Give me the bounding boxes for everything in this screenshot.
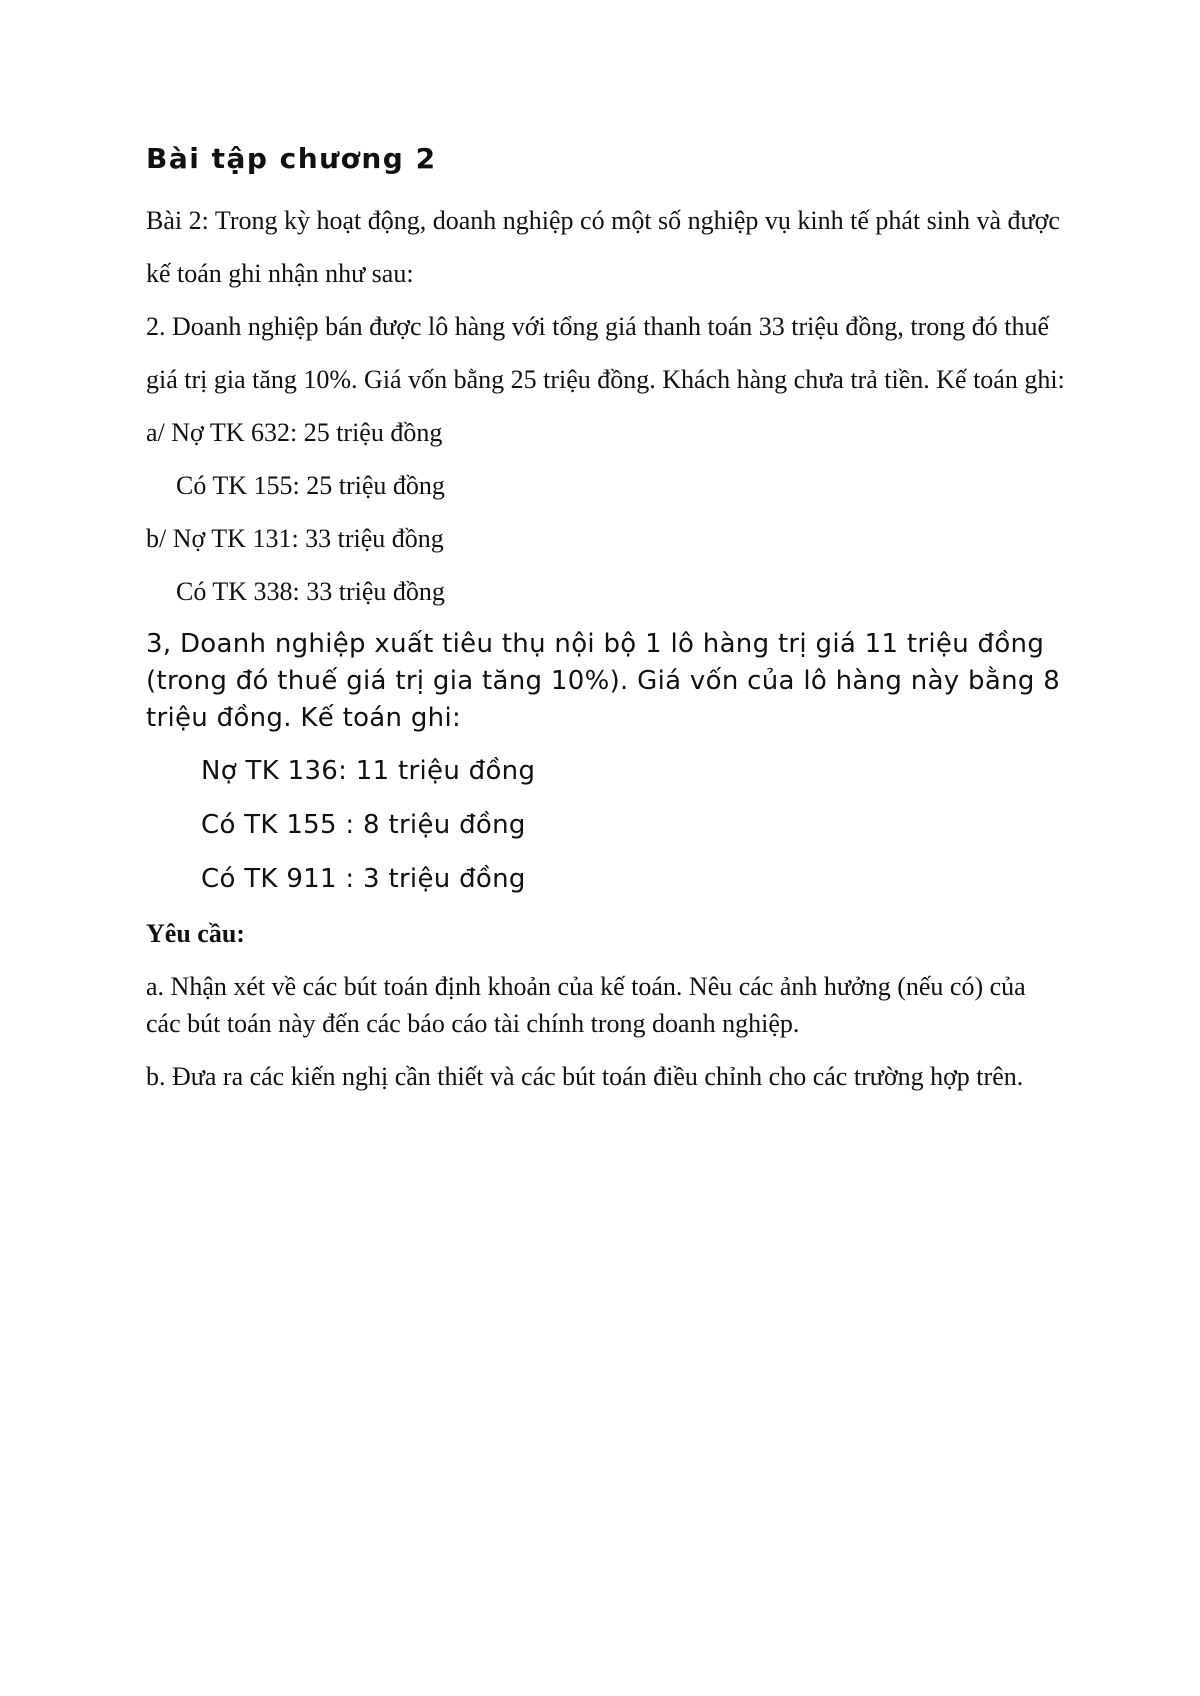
item-3-text: 3, Doanh nghiệp xuất tiêu thụ nội bộ 1 lô hàng trị giá 11 triệu đồng (trong đó thuế giá trị gia tăng 10%). Giá vốn của lô hàng này bằng 8 triệu đồng. Kế toán ghi: [146, 629, 1061, 733]
requirement-a: a. Nhận xét về các bút toán định khoản của kế toán. Nêu các ảnh hưởng (nếu có) của các bút toán này đến các báo cáo tài chính trong doanh nghiệp. [146, 972, 1026, 1038]
entry-a-debit: a/ Nợ TK 632: 25 triệu đồng [146, 418, 443, 447]
item-3-credit-2: Có TK 911 : 3 triệu đồng [201, 864, 526, 894]
entry-b-debit: b/ Nợ TK 131: 33 triệu đồng [146, 524, 444, 553]
document-content [146, 140, 1066, 1111]
item-2-line-2: giá trị gia tăng 10%. Giá vốn bằng 25 triệu đồng. Khách hàng chưa trả tiền. Kế toán ghi: [146, 365, 1065, 394]
item-3-credit-1: Có TK 155 : 8 triệu đồng [201, 810, 526, 840]
intro-line-2: kế toán ghi nhận như sau: [146, 259, 414, 288]
entry-a-credit: Có TK 155: 25 triệu đồng [176, 471, 445, 500]
item-2-line-1: 2. Doanh nghiệp bán được lô hàng với tổng giá thanh toán 33 triệu đồng, trong đó thuế [146, 312, 1050, 341]
item-3-debit: Nợ TK 136: 11 triệu đồng [201, 756, 536, 786]
requirements-heading: Yêu cầu: [146, 919, 245, 948]
entry-b-credit: Có TK 338: 33 triệu đồng [176, 577, 445, 606]
intro-line-1: Bài 2: Trong kỳ hoạt động, doanh nghiệp có một số nghiệp vụ kinh tế phát sinh và được [146, 206, 1060, 235]
requirement-b: b. Đưa ra các kiến nghị cần thiết và các bút toán điều chỉnh cho các trường hợp trên. [146, 1062, 1024, 1091]
document-title: Bài tập chương 2 [146, 142, 437, 175]
